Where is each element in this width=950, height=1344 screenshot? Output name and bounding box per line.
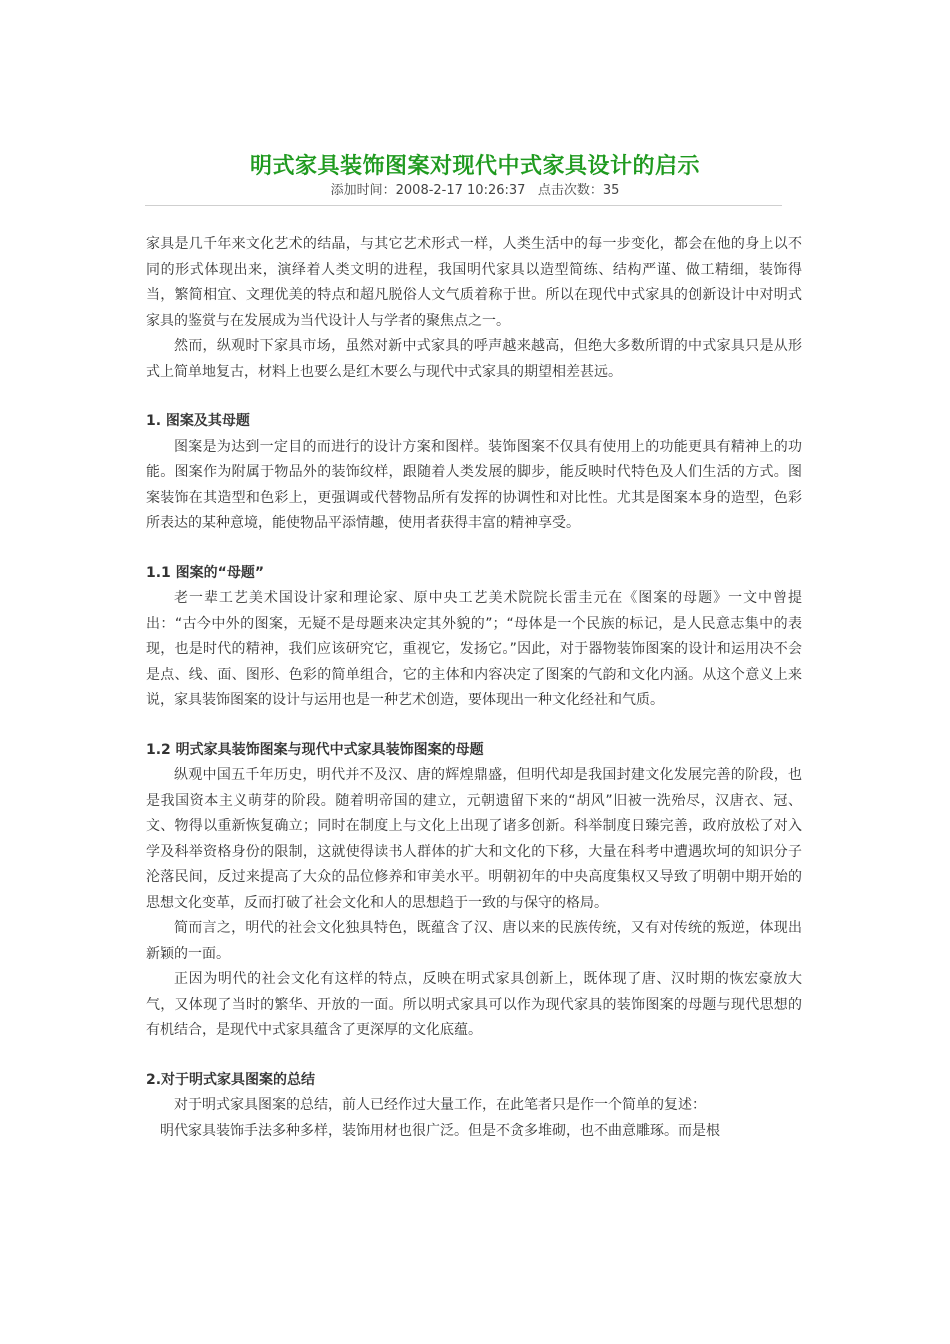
- article-meta: [0, 181, 950, 201]
- added-time-value: 2008-2-17 10:26:37: [395, 183, 526, 198]
- section-1-2-paragraph-2: 简而言之，明代的社会文化独具特色，既蕴含了汉、唐以来的民族传统，又有对传统的叛逆，体现出新颖的一面。: [146, 920, 802, 962]
- section-1-1-paragraph-1: 老一辈工艺美术国设计家和理论家、原中央工艺美术院院长雷圭元在《图案的母题》一文中曾提出：“古今中外的图案，无疑不是母题来决定其外貌的”；“母体是一个民族的标记，是人民意志集中的表现，也是时代的精神，我们应该研究它，重视它，发扬它。”因此，对于器物装饰图案的设计和运用决不会是点、线、面、图形、色彩的简单组合，它的主体和内容决定了图案的气韵和文化内涵。从这个意义上来说，家具装饰图案的设计与运用也是一种艺术创造，要体现出一种文化经社和气质。: [146, 590, 802, 708]
- section-1-paragraph-1: 图案是为达到一定目的而进行的设计方案和图样。装饰图案不仅具有使用上的功能更具有精神上的功能。图案作为附属于物品外的装饰纹样，跟随着人类发展的脚步，能反映时代特色及人们生活的方式。图案装饰在其造型和色彩上，更强调或代替物品所有发挥的协调性和对比性。尤其是图案本身的造型，色彩所表达的某种意境，能使物品平添情趣，使用者获得丰富的精神享受。: [146, 438, 802, 531]
- title-divider: [145, 205, 782, 206]
- section-heading-2: 2.对于明式家具图案的总结: [146, 1071, 316, 1088]
- article-body: [146, 232, 802, 1144]
- section-heading-1: 1. 图案及其母题: [146, 413, 250, 429]
- section-1-2-paragraph-1: 纵观中国五千年历史，明代并不及汉、唐的辉煌鼎盛，但明代却是我国封建文化发展完善的阶段，也是我国资本主义萌芽的阶段。随着明帝国的建立，元朝遗留下来的“胡风”旧被一洗殆尽，汉唐衣、冠、文、物得以重新恢复确立；同时在制度上与文化上出现了诸多创新。科举制度日臻完善，政府放松了对入学及科举资格身份的限制，这就使得读书人群体的扩大和文化的下移，大量在科考中遭遇坎坷的知识分子沦落民间，反过来提高了大众的品位修养和审美水平。明朝初年的中央高度集权又导致了明朝中期开始的思想文化变革，反而打破了社会文化和人的思想趋于一致的与保守的格局。: [146, 767, 802, 911]
- intro-paragraph-1: 家具是几千年来文化艺术的结晶，与其它艺术形式一样，人类生活中的每一步变化，都会在他的身上以不同的形式体现出来，演绎着人类文明的进程，我国明代家具以造型简练、结构严谨、做工精细，装饰得当，繁简相宜、文理优美的特点和超凡脱俗人文气质着称于世。所以在现代中式家具的创新设计中对明式家具的鉴赏与在发展成为当代设计人与学者的聚焦点之一。: [146, 236, 802, 329]
- intro-paragraph-2: 然而，纵观时下家具市场，虽然对新中式家具的呼声越来越高，但绝大多数所谓的中式家具只是从形式上简单地复古，材料上也要么是红木要么与现代中式家具的期望相差甚远。: [146, 338, 802, 380]
- section-2-paragraph-1: 对于明式家具图案的总结，前人已经作过大量工作，在此笔者只是作一个简单的复述：: [174, 1097, 706, 1113]
- view-count-label: 点击次数：: [537, 183, 603, 198]
- article-title: 明式家具装饰图案对现代中式家具设计的启示: [249, 153, 700, 179]
- view-count-value: 35: [602, 183, 620, 198]
- section-heading-1-1: 1.1 图案的“母题”: [146, 564, 265, 581]
- section-1-2-paragraph-3: 正因为明代的社会文化有这样的特点，反映在明式家具创新上，既体现了唐、汉时期的恢宏豪放大气，又体现了当时的繁华、开放的一面。所以明式家具可以作为现代家具的装饰图案的母题与现代思想的有机结合，是现代中式家具蕴含了更深厚的文化底蕴。: [146, 971, 802, 1038]
- added-time-label: 添加时间：: [330, 183, 396, 198]
- section-heading-1-2: 1.2 明式家具装饰图案与现代中式家具装饰图案的母题: [146, 741, 484, 758]
- section-2-paragraph-2: 明代家具装饰手法多种多样，装饰用材也很广泛。但是不贪多堆砌，也不曲意雕琢。而是根: [160, 1122, 720, 1139]
